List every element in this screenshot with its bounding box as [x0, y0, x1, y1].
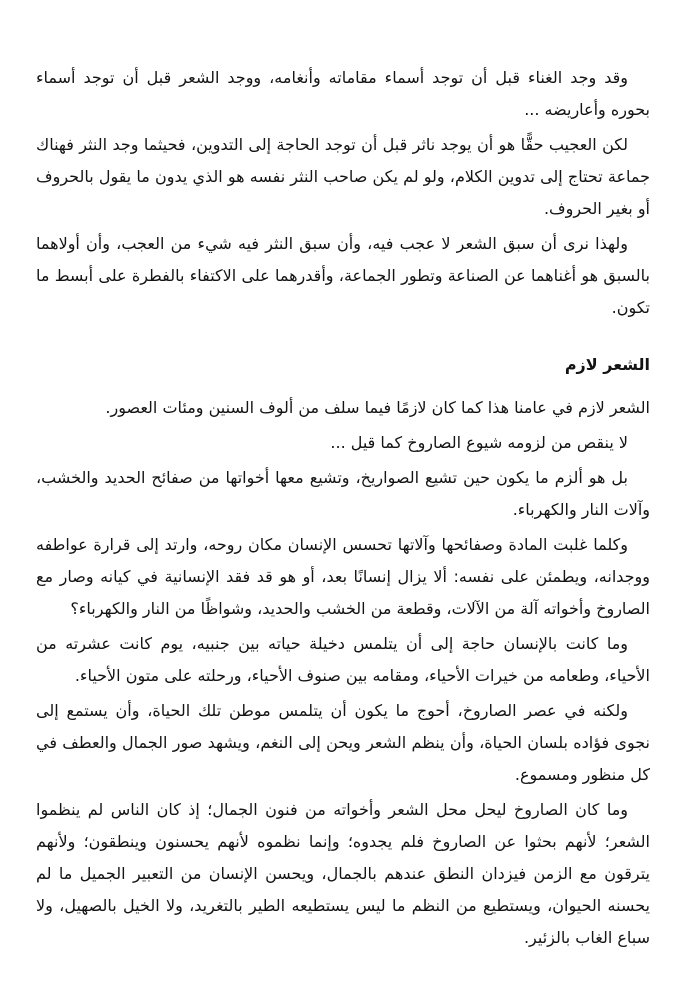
paragraph-rocket-spread: لا ينقص من لزومه شيوع الصاروخ كما قيل ... — [330, 433, 628, 452]
paragraph-living-companions: وما كانت بالإنسان حاجة إلى أن يتلمس دخيلة حياته بين جنبيه، يوم كانت عشرته من الأحياء، وطعامه من خيرات الأحياء، ومقامه بين صنوف الأحياء، ورحلته على متون الأحياء. — [36, 634, 650, 685]
paragraph-matter-dominates: وكلما غلبت المادة وصفائحها وآلاتها تحسس الإنسان مكان روحه، وارتد إلى قرارة عواطفه ووجدانه، ويطمئن على نفسه: ألا يزال إنسانًا بعد، أو هو قد فقد الإنسانية في كيانه وصار مع الصاروخ وأخواته آلة من الآلات، وقطعة من الخشب والحديد، وشواظًا من النار والكهرباء؟ — [36, 535, 650, 618]
paragraph-poetry-precedence: ولهذا نرى أن سبق الشعر لا عجب فيه، وأن سبق النثر فيه شيء من العجب، وأن أولاهما بالسبق هو أغناهما عن الصناعة وتطور الجماعة، وأقدرهما على الاكتفاء بالفطرة على أبسط ما تكون. — [36, 234, 650, 317]
paragraph-poetry-necessary: الشعر لازم في عامنا هذا كما كان لازمًا فيما سلف من ألوف السنين ومئات العصور. — [105, 398, 650, 417]
paragraph-prose-writer: لكن العجيب حقًّا هو أن يوجد ناثر قبل أن توجد الحاجة إلى التدوين، فحيثما وجد النثر فهناك جماعة تحتاج إلى تدوين الكلام، ولو لم يكن صاحب النثر نفسه هو الذي يدون ما يقول بالحروف أو بغير الحروف. — [36, 135, 650, 218]
paragraph-most-necessary: بل هو ألزم ما يكون حين تشيع الصواريخ، وتشيع معها أخواتها من صفائح الحديد والخشب، وآلات النار والكهرباء. — [36, 468, 650, 519]
paragraph-singing-before-maqamat: وقد وجد الغناء قبل أن توجد أسماء مقاماته وأنغامه، ووجد الشعر قبل أن توجد أسماء بحوره وأعاريضه ... — [36, 68, 650, 119]
paragraph-rocket-not-replace-poetry: وما كان الصاروخ ليحل محل الشعر وأخواته من فنون الجمال؛ إذ كان الناس لم ينظموا الشعر؛ لأنهم بحثوا عن الصاروخ فلم يجدوه؛ وإنما نظموه لأنهم يحسنون وينطقون؛ ولأنهم يترقون مع الزمن فيزدان النطق عندهم بالجمال، ويحسن الإنسان من التعبير الجميل ما لم يحسنه الحيوان، ويستطيع من النظم ما ليس يستطيعه الطير بالتغريد، ولا الخيل بالصهيل، ولا سباع الغاب بالزئير. — [36, 800, 650, 947]
paragraph-rocket-age: ولكنه في عصر الصاروخ، أحوج ما يكون أن يتلمس موطن تلك الحياة، وأن يستمع إلى نجوى فؤاده بلسان الحياة، وأن ينظم الشعر ويحن إلى النغم، ويشهد صور الجمال والعطف في كل منظور ومسموع. — [36, 701, 650, 784]
section-heading: الشعر لازم — [564, 355, 650, 374]
